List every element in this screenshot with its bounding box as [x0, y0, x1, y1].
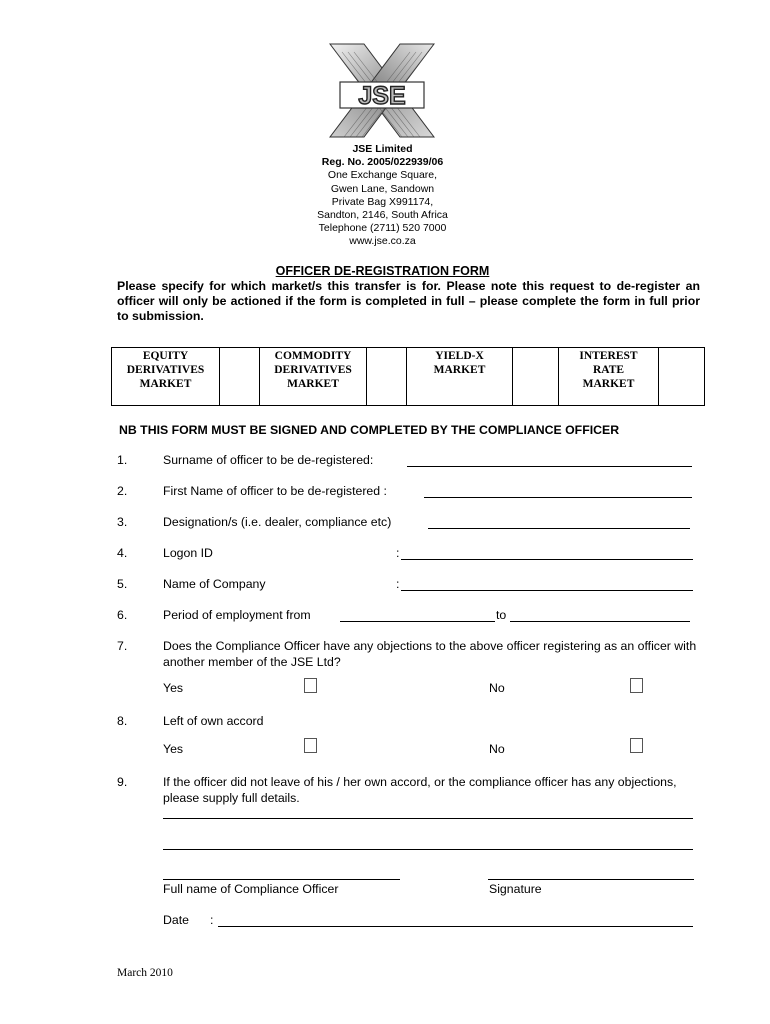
designation-label: Designation/s (i.e. dealer, compliance etc)	[163, 515, 392, 529]
logon-id-colon: :	[396, 546, 400, 560]
employment-to-field[interactable]	[510, 607, 690, 622]
designation-field[interactable]	[428, 514, 690, 529]
details-line-1[interactable]	[163, 818, 693, 819]
objections-no-label: No	[489, 681, 505, 695]
surname-field[interactable]	[407, 452, 692, 467]
item-number: 5.	[117, 577, 128, 591]
market-commodity-derivatives: COMMODITY DERIVATIVES MARKET	[260, 348, 367, 406]
company-header	[250, 143, 515, 249]
objections-yes-checkbox[interactable]	[304, 678, 317, 693]
address-line: One Exchange Square,	[327, 169, 438, 182]
logon-id-field[interactable]	[401, 545, 693, 560]
item-number: 1.	[117, 453, 128, 467]
jse-logo	[322, 42, 442, 139]
address-line: Sandton, 2146, South Africa	[317, 209, 448, 222]
address-line: Private Bag X991174,	[331, 195, 434, 208]
market-commodity-checkbox[interactable]	[367, 348, 407, 406]
signature-field[interactable]	[488, 879, 694, 880]
compliance-notice: NB THIS FORM MUST BE SIGNED AND COMPLETED BY THE COMPLIANCE OFFICER	[119, 423, 620, 437]
logo-text: JSE	[358, 82, 406, 110]
item-number: 4.	[117, 546, 128, 560]
own-accord-yes-label: Yes	[163, 742, 184, 756]
market-yield-x: YIELD-X MARKET	[407, 348, 513, 406]
address-line: Telephone (2711) 520 7000	[318, 222, 447, 235]
footer-date: March 2010	[117, 967, 173, 979]
market-yield-x-checkbox[interactable]	[513, 348, 559, 406]
market-equity-checkbox[interactable]	[220, 348, 260, 406]
own-accord-no-checkbox[interactable]	[630, 738, 643, 753]
first-name-field[interactable]	[424, 483, 692, 498]
company-name: JSE Limited	[352, 143, 413, 155]
full-name-label: Full name of Compliance Officer	[163, 882, 339, 896]
item-number: 9.	[117, 775, 128, 789]
logon-id-label: Logon ID	[163, 546, 213, 560]
own-accord-no-label: No	[489, 742, 505, 756]
employment-period-label: Period of employment from	[163, 608, 311, 622]
objections-yes-label: Yes	[163, 681, 184, 695]
own-accord-yes-checkbox[interactable]	[304, 738, 317, 753]
employment-from-field[interactable]	[340, 607, 495, 622]
employment-to-label: to	[496, 608, 507, 622]
market-selection-table	[111, 347, 705, 406]
reg-number: Reg. No. 2005/022939/06	[321, 156, 444, 169]
form-title: OFFICER DE-REGISTRATION FORM	[275, 264, 490, 278]
company-name-field[interactable]	[401, 576, 693, 591]
website: www.jse.co.za	[349, 235, 416, 248]
details-question: If the officer did not leave of his / her own accord, or the compliance officer has any objections, please supply full details.	[163, 775, 677, 805]
item-number: 7.	[117, 639, 128, 653]
company-name-label: Name of Company	[163, 577, 266, 591]
details-line-2[interactable]	[163, 849, 693, 850]
item-number: 2.	[117, 484, 128, 498]
form-instructions: Please specify for which market/s this transfer is for. Please note this request to de-register an officer will only be actioned if the form is completed in full – please complete the form in full prior to submission.	[117, 279, 700, 323]
market-equity-derivatives: EQUITY DERIVATIVES MARKET	[112, 348, 220, 406]
first-name-label: First Name of officer to be de-registered :	[163, 484, 387, 498]
item-number: 3.	[117, 515, 128, 529]
objections-no-checkbox[interactable]	[630, 678, 643, 693]
company-name-colon: :	[396, 577, 400, 591]
full-name-field[interactable]	[163, 879, 400, 880]
market-interest-rate: INTEREST RATE MARKET	[559, 348, 659, 406]
market-interest-rate-checkbox[interactable]	[659, 348, 705, 406]
item-number: 6.	[117, 608, 128, 622]
surname-label: Surname of officer to be de-registered:	[163, 453, 374, 467]
date-colon: :	[210, 913, 214, 927]
own-accord-question: Left of own accord	[163, 714, 264, 728]
date-field[interactable]	[218, 912, 693, 927]
address-line: Gwen Lane, Sandown	[330, 182, 435, 195]
signature-label: Signature	[489, 882, 542, 896]
date-label: Date	[163, 913, 189, 927]
objections-question: Does the Compliance Officer have any objections to the above officer registering as an officer with another member of the JSE Ltd?	[163, 639, 697, 669]
item-number: 8.	[117, 714, 128, 728]
